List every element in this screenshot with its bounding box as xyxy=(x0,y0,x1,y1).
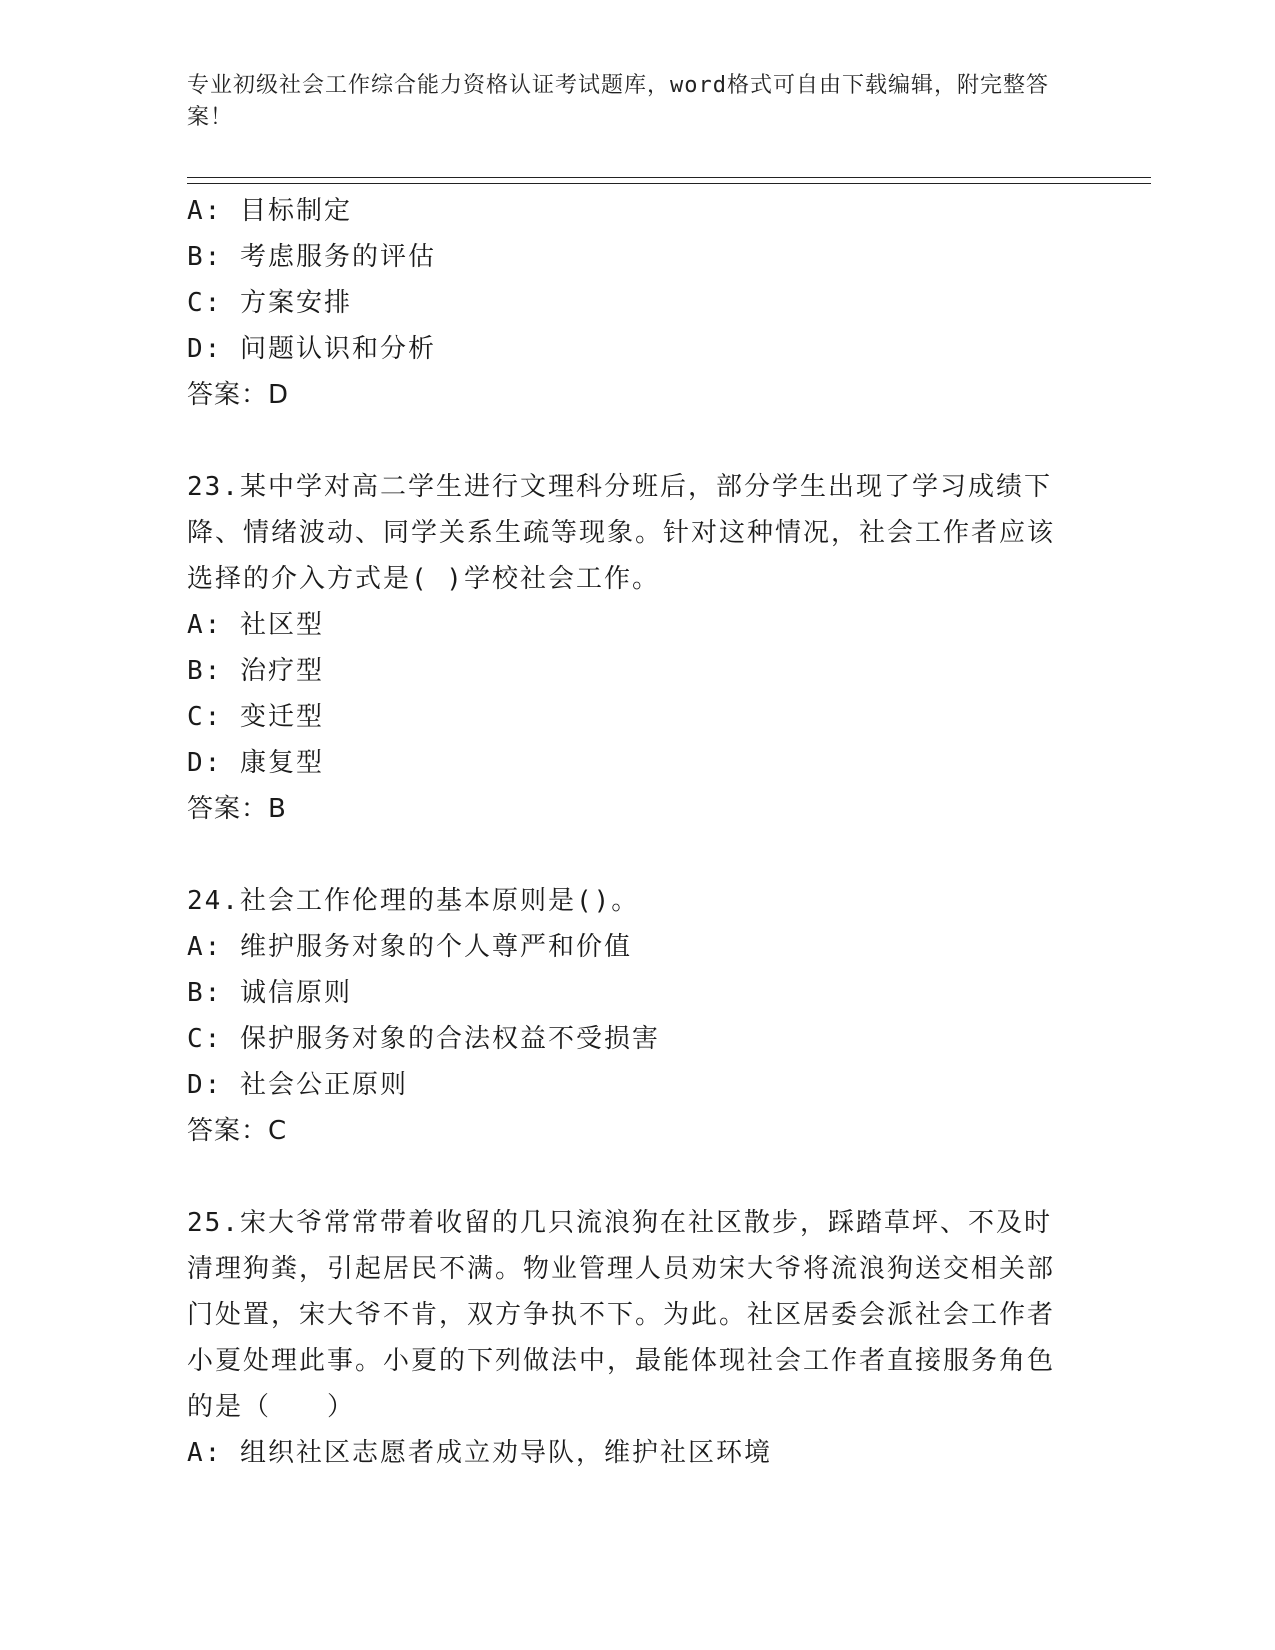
answer-line: 答案：D xyxy=(187,380,290,410)
question-23 xyxy=(187,464,1087,832)
question-25 xyxy=(187,1200,1087,1476)
question-spacer xyxy=(187,1154,1087,1200)
answer-line: 答案：C xyxy=(187,1116,288,1146)
option-c: C: 方案安排 xyxy=(187,288,352,318)
question-spacer xyxy=(187,832,1087,878)
question-spacer xyxy=(187,418,1087,464)
answer-line: 答案：B xyxy=(187,794,287,824)
option-a: A: 组织社区志愿者成立劝导队，维护社区环境 xyxy=(187,1438,772,1468)
question-stem: 23.某中学对高二学生进行文理科分班后，部分学生出现了学习成绩下降、情绪波动、同学关系生疏等现象。针对这种情况，社会工作者应该选择的介入方式是( )学校社会工作。 xyxy=(187,472,1056,594)
option-d: D: 问题认识和分析 xyxy=(187,334,436,364)
prev-question xyxy=(187,188,1087,418)
option-c: C: 保护服务对象的合法权益不受损害 xyxy=(187,1024,660,1054)
question-stem: 25.宋大爷常常带着收留的几只流浪狗在社区散步，踩踏草坪、不及时清理狗粪，引起居民不满。物业管理人员劝宋大爷将流浪狗送交相关部门处置，宋大爷不肯，双方争执不下。为此。社区居委会派社会工作者小夏处理此事。小夏的下列做法中，最能体现社会工作者直接服务角色的是（ ） xyxy=(187,1208,1056,1422)
option-d: D: 社会公正原则 xyxy=(187,1070,408,1100)
header-divider-top xyxy=(187,177,1151,178)
question-content xyxy=(187,188,1087,1476)
question-24 xyxy=(187,878,1087,1154)
option-b: B: 诚信原则 xyxy=(187,978,352,1008)
header-divider-bottom xyxy=(187,183,1151,184)
option-a: A: 目标制定 xyxy=(187,196,352,226)
option-a: A: 社区型 xyxy=(187,610,324,640)
option-d: D: 康复型 xyxy=(187,748,324,778)
page-header: 专业初级社会工作综合能力资格认证考试题库，word格式可自由下载编辑，附完整答案！ xyxy=(187,73,1049,130)
question-stem: 24.社会工作伦理的基本原则是()。 xyxy=(187,886,640,916)
option-c: C: 变迁型 xyxy=(187,702,324,732)
option-b: B: 考虑服务的评估 xyxy=(187,242,436,272)
option-a: A: 维护服务对象的个人尊严和价值 xyxy=(187,932,632,962)
option-b: B: 治疗型 xyxy=(187,656,324,686)
